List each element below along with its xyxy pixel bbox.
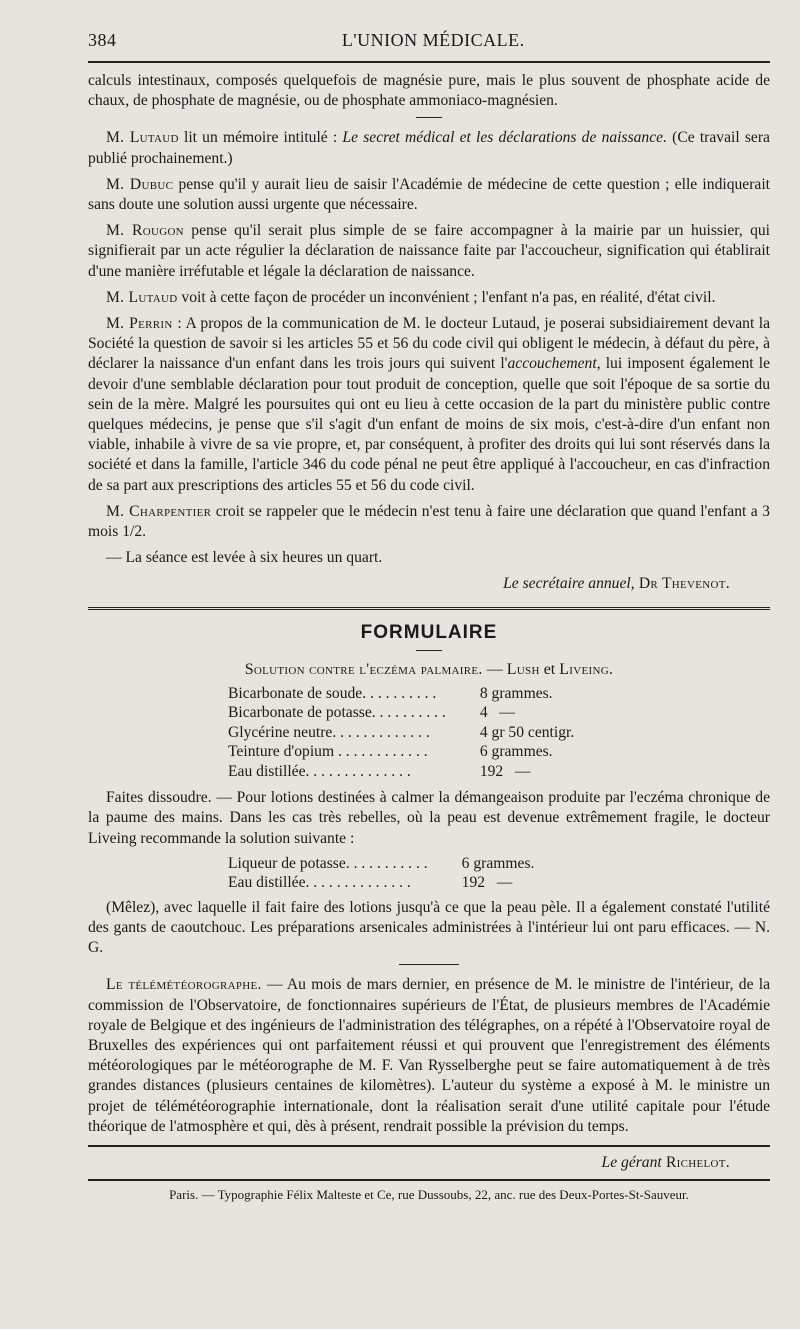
paragraph-lutaud: M. Lutaud lit un mémoire intitulé : Le secret médical et les déclarations de naissance. (Ce travail sera publié prochainement.) bbox=[88, 129, 770, 167]
recipe-row: Bicarbonate de soude. . . . . . . . . . 8 grammes. bbox=[228, 684, 553, 702]
recipe-row: Bicarbonate de potasse. . . . . . . . . . 4 — bbox=[228, 704, 515, 722]
gerant-signature: Le gérant Richelot. bbox=[601, 1154, 730, 1172]
speaker-name: M. Perrin : bbox=[106, 315, 182, 333]
paragraph-faites-dissoudre: Faites dissoudre. — Pour lotions destinées à calmer la démangeaison produite par l'eczéma chronique de la paume des mains. Dans les cas très rebelles, où la peau est devenue extrêmement fragile, le docteur Liveing recommande la solution suivante : bbox=[88, 789, 770, 847]
running-header bbox=[88, 30, 750, 51]
journal-title: L'UNION MÉDICALE. bbox=[341, 30, 525, 50]
paragraph-charpentier: M. Charpentier croit se rappeler que le médecin n'est tenu à faire une déclaration que quand l'enfant a 3 mois 1/2. bbox=[88, 502, 770, 541]
footer-rule-2 bbox=[88, 1179, 770, 1181]
paragraph-dubuc: M. Dubuc pense qu'il y aurait lieu de saisir l'Académie de médecine de cette question ; elle indiquerait sans doute une solution aussi urgente que nécessaire. bbox=[88, 175, 770, 214]
paragraph-melez: (Mêlez), avec laquelle il fait faire des lotions jusqu'à ce que la peau pèle. Il a également constaté l'utilité des gants de caoutchouc. Les préparations arsenicales administrées à l'intérieur lui ont paru efficaces. — N. G. bbox=[88, 898, 770, 957]
recipe-title: Solution contre l'eczéma palmaire. — Lush et Liveing. bbox=[244, 660, 614, 678]
recipe-table-2 bbox=[228, 855, 534, 894]
speaker-name: M. Lutaud bbox=[106, 129, 179, 147]
memoir-title: Le secret médical et les déclarations de naissance. bbox=[342, 129, 667, 147]
paragraph-telemeteorographe: Le télémétéorographe. — Au mois de mars dernier, en présence de M. le ministre de l'intérieur, de la commission de l'Observatoire, de fonctionnaires supérieurs de l'État, de plusieurs membres de l'Académie royale de Belgique et des ingénieurs de l'administration des télégraphes, on a répété à l'Observatoire royal de Bruxelles des expériences qui ont parfaitement réussi et qui prouvent que l'enregistrement des éléments météorologiques par le météorographe de M. F. Van Rysselberghe peut se faire automatiquement à de très grandes distances (plusieurs centaines de kilomètres). L'auteur du système a exposé à M. le ministre un projet de télémétéorographie internationale, dont la réalisation serait d'une utilité capitale pour l'étude théorique de l'atmosphère et qui, dès à présent, rendrait possible la prévision du temps. bbox=[88, 976, 770, 1135]
recipe-row: Eau distillée. . . . . . . . . . . . . . 192 — bbox=[228, 874, 513, 892]
printer-imprint: Paris. — Typographie Félix Malteste et Ce, rue Dussoubs, 22, anc. rue des Deux-Portes-St-Sauveur. bbox=[169, 1187, 689, 1203]
recipe-row: Eau distillée. . . . . . . . . . . . . . 192 — bbox=[228, 762, 531, 780]
section-dash-2 bbox=[399, 964, 459, 965]
formulaire-dash bbox=[416, 650, 442, 651]
recipe-row: Liqueur de potasse. . . . . . . . . . . 6 grammes. bbox=[228, 854, 535, 872]
section-double-rule bbox=[88, 607, 770, 610]
recipe-table-1 bbox=[228, 685, 574, 783]
header-rule bbox=[88, 61, 770, 63]
recipe-row: Teinture d'opium . . . . . . . . . . . . 6 grammes. bbox=[228, 743, 553, 761]
section-dash bbox=[416, 117, 442, 118]
paragraph-lutaud-2: M. Lutaud voit à cette façon de procéder un inconvénient ; l'enfant n'a pas, en réalité, d'état civil. bbox=[106, 288, 716, 306]
paragraph-calculs: calculs intestinaux, composés quelquefois de magnésie pure, mais le plus souvent de phosphate acide de chaux, de phosphate de magnésie, ou de phosphate ammoniaco-magnésien. bbox=[88, 72, 770, 110]
speaker-name: M. Lutaud bbox=[106, 288, 178, 306]
formulaire-heading: FORMULAIRE bbox=[360, 621, 498, 643]
footer-rule bbox=[88, 1145, 770, 1147]
speaker-name: M. Charpentier bbox=[106, 502, 212, 520]
secretary-signature: Le secrétaire annuel, Dr Thevenot. bbox=[503, 575, 730, 593]
paragraph-rougon: M. Rougon pense qu'il serait plus simple de se faire accompagner à la mairie par un huissier, qui signifierait par un acte régulier la déclaration de naissance faite par l'accoucheur, signification qui établirait d'une manière irréfutable et légale la déclaration de naissance. bbox=[88, 222, 770, 280]
recipe-row: Glycérine neutre. . . . . . . . . . . . . 4 gr 50 centigr. bbox=[228, 723, 575, 741]
paragraph-perrin: M. Perrin : A propos de la communication de M. le docteur Lutaud, je poserai subsidiairement devant la Société la question de savoir si les articles 55 et 56 du code civil qui obligent le médecin, à défaut du père, à déclarer la naissance d'un enfant dans les trois jours qui suivent l'accouchement, lui imposent également le devoir d'une semblable déclaration pour tout produit de conception, quelle que soit l'époque de sa sortie du sein de la mère. Malgré les poursuites qui ont eu lieu à cette occasion de la part du ministère public contre quelques médecins, je pense que s'il s'agit d'un enfant de moins de six mois, c'est-à-dire d'un enfant non viable, inhabile à vivre de sa vie propre, et, par conséquent, à profiter des droits qui lui sont réservés dans la société et dans la famille, l'article 346 du code pénal ne peut être appliqué à l'accoucheur, en cas d'infraction de sa part aux prescriptions des articles 55 et 56 du code civil. bbox=[88, 315, 770, 494]
speaker-name: M. Dubuc bbox=[106, 175, 174, 193]
speaker-name: M. Rougon bbox=[106, 222, 184, 240]
article-title: Le télémétéorographe. bbox=[106, 976, 262, 994]
paragraph-seance-levee: — La séance est levée à six heures un quart. bbox=[106, 549, 383, 567]
page-number: 384 bbox=[88, 30, 117, 50]
